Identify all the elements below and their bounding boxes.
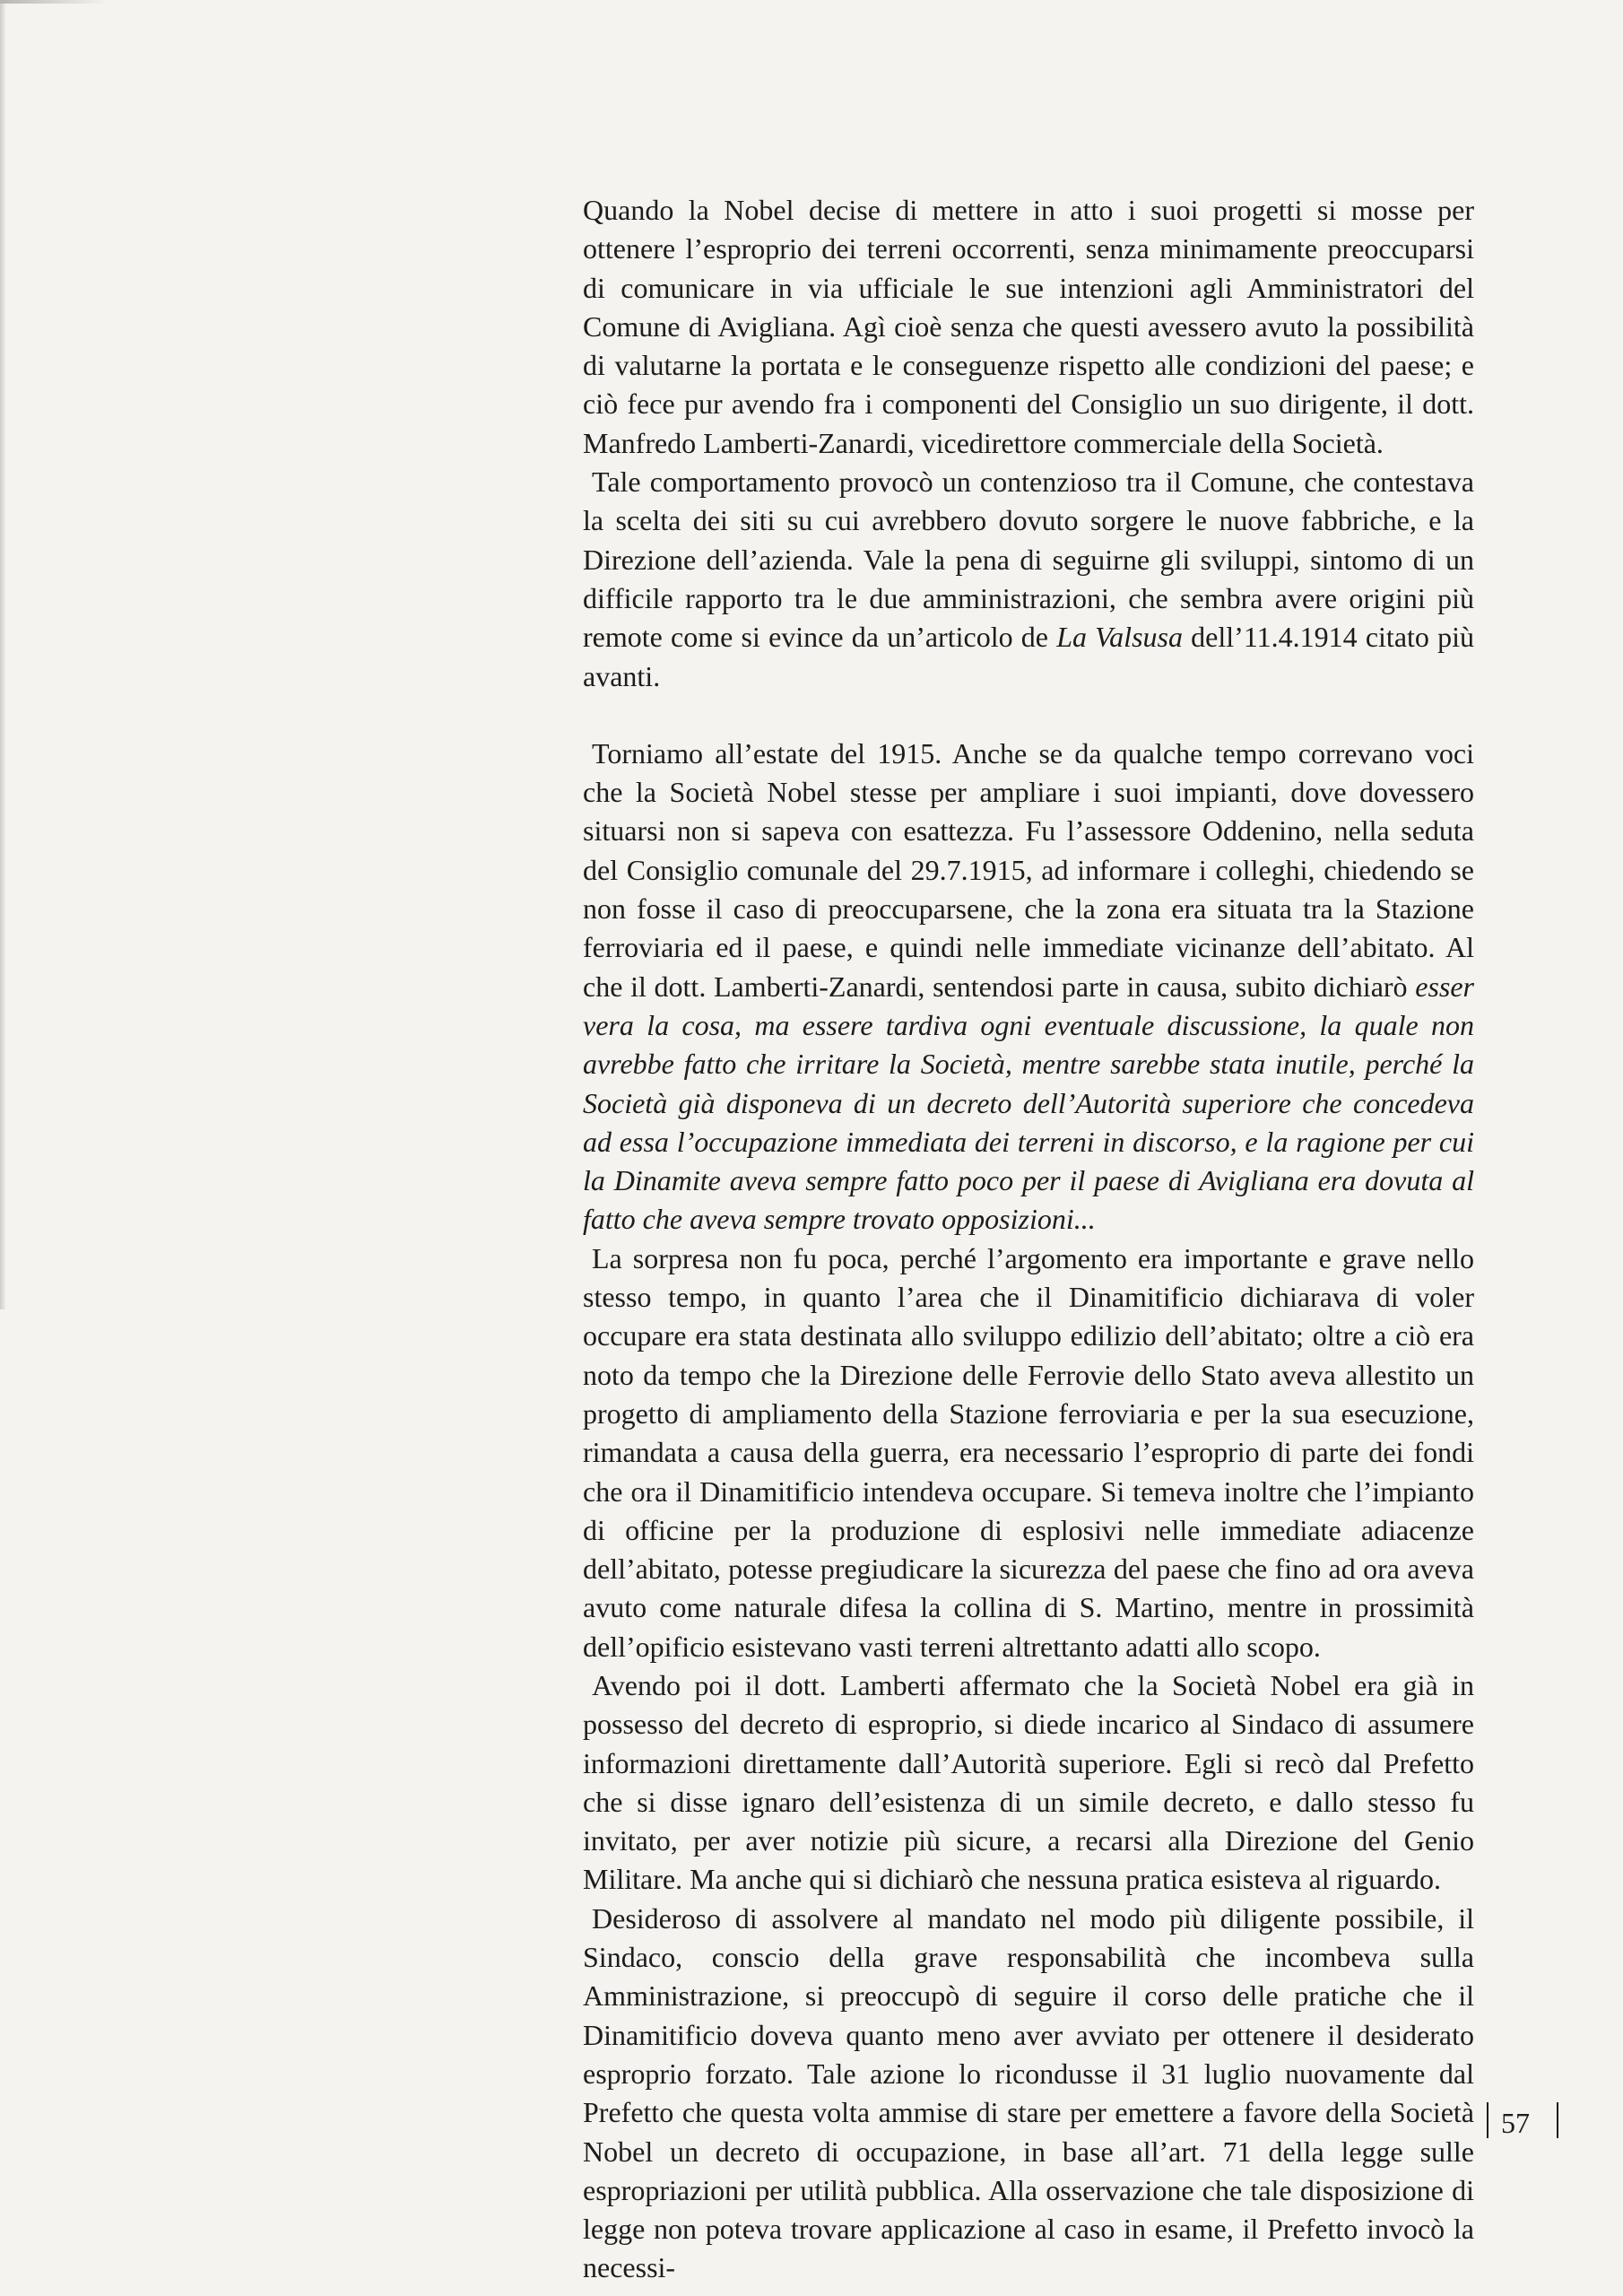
page-number-block xyxy=(1487,2099,1594,2144)
paragraph xyxy=(583,1666,1474,1900)
paragraph xyxy=(583,191,1474,463)
text-run: La sorpresa non fu poca, perché l’argomento era importante e grave nello stesso tempo, in quanto l’area che il Dinamitificio dichiarava di voler occupare era stata destinata allo sviluppo edilizio dell’abitato; oltre a ciò era noto da tempo che la Direzione delle Ferrovie dello Stato aveva allestito un progetto di ampliamento della Stazione ferroviaria e per la sua esecuzione, rimandata a causa della guerra, era necessario l’esproprio di parte dei fondi che ora il Dinamitificio intendeva occupare. Si temeva inoltre che l’impianto di officine per la produzione di esplosivi nelle immediate adiacenze dell’abitato, potesse pregiudicare la sicurezza del paese che fino ad ora aveva avuto come naturale difesa la collina di S. Martino, mentre in prossimità dell’opificio esistevano vasti terreni altrettanto adatti allo scopo. xyxy=(583,1241,1474,1663)
paragraph xyxy=(583,1900,1474,2288)
paragraph xyxy=(583,463,1474,696)
page-number-rule-right xyxy=(1557,2102,1558,2138)
text-run: dell’11.4.1914 citato più avanti. xyxy=(583,621,1475,692)
text-run: Tale comportamento provocò un contenzioso tra il Comune, che contestava la scelta dei siti su cui avrebbero dovuto sorgere le nuove fabbriche, e la Direzione dell’azienda. Vale la pena di seguirne gli sviluppi, sintomo di un difficile rapporto tra le due amministrazioni, che sembra avere origini più remote come si evince da un’articolo de xyxy=(583,465,1474,654)
text-run: Avendo poi il dott. Lamberti affermato che la Società Nobel era già in possesso del decreto di esproprio, si diede incarico al Sindaco di assumere informazioni direttamente dall’Autorità superiore. Egli si recò dal Prefetto che si disse ignaro dell’esistenza di un simile decreto, e dallo stesso fu invitato, per aver notizie più sicure, a recarsi alla Direzione del Genio Militare. Ma anche qui si dichiarò che nessuna pratica esisteva al riguardo. xyxy=(583,1668,1474,1896)
text-run: Quando la Nobel decise di mettere in atto i suoi progetti si mosse per ottenere l’esproprio dei terreni occorrenti, senza minimamente preoccuparsi di comunicare in via ufficiale le sue intenzioni agli Amministratori del Comune di Avigliana. Agì cioè senza che questi avessero avuto la possibilità di valutarne la portata e le conseguenze rispetto alle condizioni del paese; e ciò fece pur avendo fra i componenti del Consiglio un suo dirigente, il dott. Manfredo Lamberti-Zanardi, vicedirettore commerciale della Società. xyxy=(583,194,1474,459)
body-text xyxy=(583,191,1474,2288)
scan-edge-top xyxy=(0,0,108,4)
newspaper-title: La Valsusa xyxy=(1056,621,1183,654)
scan-edge-left xyxy=(0,0,5,1309)
text-run: Desideroso di assolvere al mandato nel modo più diligente possibile, il Sindaco, conscio della grave responsabilità che incombeva sulla Amministrazione, si preoccupò di seguire il corso delle pratiche che il Dinamitificio doveva quanto meno aver avviato per ottenere il desiderato esproprio forzato. Tale azione lo ricondusse il 31 luglio nuovamente dal Prefetto che questa volta ammise di stare per emettere a favore della Società Nobel un decreto di occupazione, in base all’art. 71 della legge sulle espropriazioni per utilità pubblica. Alla osservazione che tale disposizione di legge non poteva trovare applicazione al caso in esame, il Prefetto invocò la necessi- xyxy=(583,1901,1474,2284)
page-number-rule-left xyxy=(1487,2102,1488,2138)
page-number: 57 xyxy=(1501,2107,1530,2139)
italic-quotation: esser vera la cosa, ma essere tardiva ogni eventuale discussione, la quale non avrebbe fatto che irritare la Società, mentre sarebbe stata inutile, perché la Società già disponeva di un decreto dell’Autorità superiore che concedeva ad essa l’occupazione immediata dei terreni in discorso, e la ragione per cui la Dinamite aveva sempre fatto poco per il paese di Avigliana era dovuta al fatto che aveva sempre trovato opposizioni... xyxy=(583,970,1474,1236)
paragraph xyxy=(583,1239,1474,1666)
paragraph xyxy=(583,735,1474,1239)
text-run: Torniamo all’estate del 1915. Anche se da qualche tempo correvano voci che la Società Nobel stesse per ampliare i suoi impianti, dove dovessero situarsi non si sapeva con esattezza. Fu l’assessore Oddenino, nella seduta del Consiglio comunale del 29.7.1915, ad informare i colleghi, chiedendo se non fosse il caso di preoccuparsene, che la zona era situata tra la Stazione ferroviaria ed il paese, e quindi nelle immediate vicinanze dell’abitato. Al che il dott. Lamberti-Zanardi, sentendosi parte in causa, subito dichiarò xyxy=(583,736,1474,1003)
